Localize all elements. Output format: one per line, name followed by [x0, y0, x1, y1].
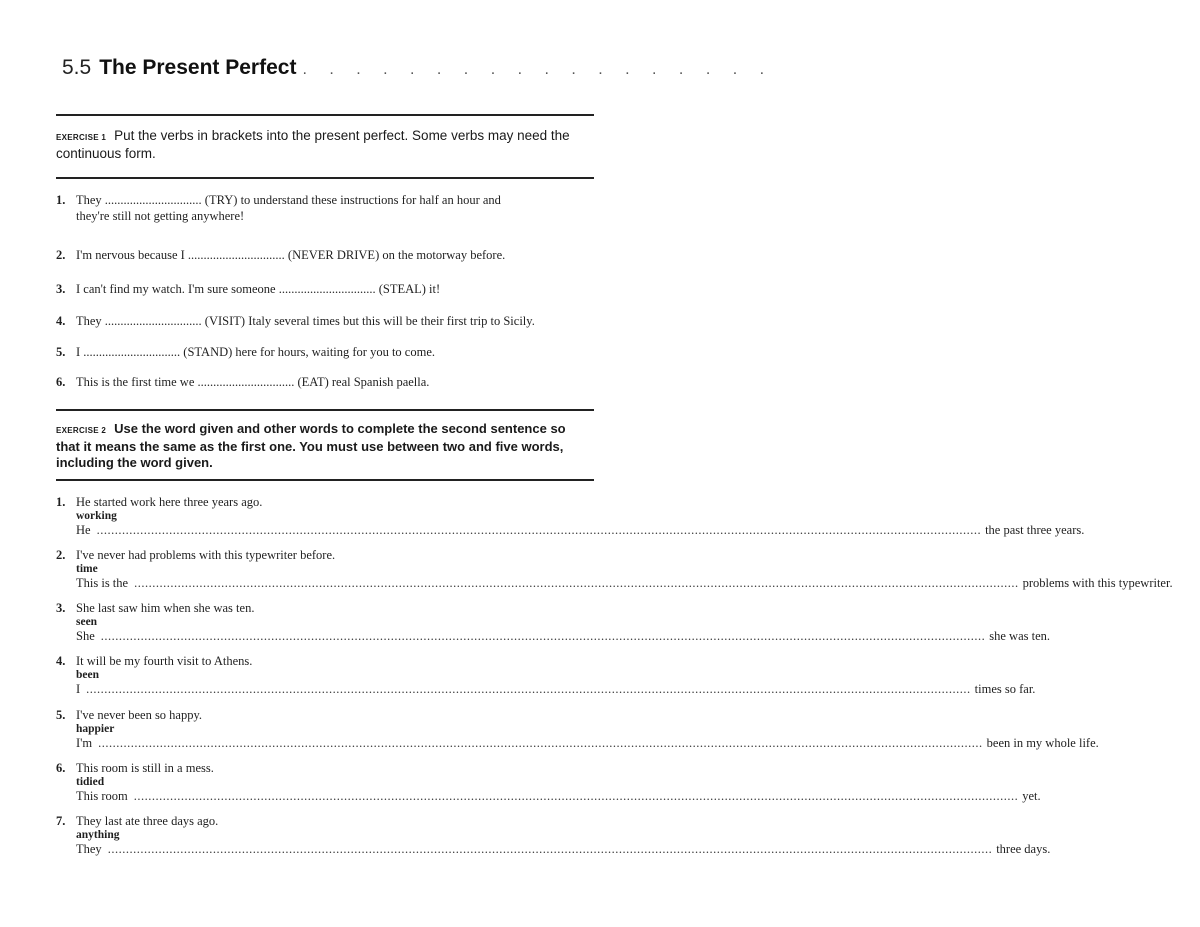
exercise-2-instruction: [56, 421, 586, 471]
item-number: 5.: [56, 345, 66, 359]
answer-lead: She: [76, 629, 95, 643]
answer-blank[interactable]: [108, 842, 993, 856]
answer-tail: been in my whole life.: [986, 736, 1099, 750]
exercise-1-item-2: [56, 247, 596, 263]
item-sentence: This room is still in a mess.: [76, 761, 214, 775]
title-leader-dots: . . . . . . . . . . . . . . . . . .: [302, 61, 774, 78]
item-number: 7.: [56, 814, 66, 828]
item-number: 6.: [56, 761, 66, 775]
item-text-continued: they're still not getting anywhere!: [76, 209, 245, 223]
exercise-2-item-3: [56, 601, 1050, 643]
exercise-1-item-3: [56, 281, 596, 297]
answer-line: [56, 576, 1173, 590]
answer-line: [56, 789, 1041, 803]
answer-lead: This room: [76, 789, 128, 803]
answer-lead: I: [76, 682, 81, 696]
answer-tail: times so far.: [974, 682, 1036, 696]
exercise-2-item-4: [56, 654, 1036, 696]
exercise-1-item-1: [56, 192, 596, 224]
exercise-2-label: EXERCISE 2: [56, 426, 107, 435]
answer-blank[interactable]: [86, 682, 971, 696]
answer-blank[interactable]: [134, 789, 1019, 803]
exercise-1-label: EXERCISE 1: [56, 133, 107, 142]
answer-line: [56, 682, 1036, 696]
item-number: 1.: [56, 495, 66, 509]
divider: [56, 114, 594, 116]
exercise-2-item-6: [56, 761, 1041, 803]
item-number: 5.: [56, 708, 66, 722]
item-number: 6.: [56, 375, 66, 389]
divider: [56, 479, 594, 481]
item-sentence: I've never had problems with this typewriter before.: [76, 548, 336, 562]
item-text: I can't find my watch. I'm sure someone ............................... (STEAL) it!: [76, 282, 441, 296]
item-keyword: seen: [76, 616, 98, 628]
exercise-2-item-7: [56, 814, 1051, 856]
item-sentence: He started work here three years ago.: [76, 495, 263, 509]
item-number: 4.: [56, 654, 66, 668]
exercise-2-item-1: [56, 495, 1085, 537]
item-number: 2.: [56, 548, 66, 562]
answer-tail: three days.: [996, 842, 1051, 856]
item-sentence: They last ate three days ago.: [76, 814, 219, 828]
item-text: They ............................... (VISIT) Italy several times but this will be their first trip to Sicily.: [76, 314, 535, 328]
exercise-1-instruction: [56, 128, 586, 162]
item-text: This is the first time we ............................... (EAT) real Spanish paella.: [76, 375, 430, 389]
answer-lead: They: [76, 842, 102, 856]
exercise-1-item-6: [56, 374, 596, 390]
section-header: [52, 56, 774, 88]
answer-tail: yet.: [1022, 789, 1041, 803]
item-sentence: She last saw him when she was ten.: [76, 601, 255, 615]
answer-lead: This is the: [76, 576, 129, 590]
answer-tail: she was ten.: [989, 629, 1050, 643]
item-number: 4.: [56, 314, 66, 328]
divider: [56, 409, 594, 411]
item-number: 3.: [56, 282, 66, 296]
answer-lead: I'm: [76, 736, 93, 750]
item-keyword: happier: [76, 723, 115, 735]
item-text: I'm nervous because I ............................... (NEVER DRIVE) on the motorway before.: [76, 248, 506, 262]
answer-line: [56, 842, 1051, 856]
answer-blank[interactable]: [98, 736, 983, 750]
answer-blank[interactable]: [134, 576, 1019, 590]
item-number: 1.: [56, 193, 66, 207]
answer-line: [56, 523, 1085, 537]
answer-blank[interactable]: [101, 629, 986, 643]
answer-blank[interactable]: [97, 523, 982, 537]
exercise-1-item-4: [56, 313, 596, 329]
exercise-2-item-5: [56, 708, 1099, 750]
item-keyword: time: [76, 563, 98, 575]
answer-line: [56, 629, 1050, 643]
answer-lead: He: [76, 523, 91, 537]
item-keyword: been: [76, 669, 99, 681]
answer-tail: the past three years.: [985, 523, 1085, 537]
exercise-2-item-2: [56, 548, 1173, 590]
section-number: 5.5: [62, 56, 92, 79]
item-sentence: It will be my fourth visit to Athens.: [76, 654, 253, 668]
answer-tail: problems with this typewriter.: [1022, 576, 1173, 590]
item-text: I ............................... (STAND) here for hours, waiting for you to come.: [76, 345, 436, 359]
divider: [56, 177, 594, 179]
item-number: 2.: [56, 248, 66, 262]
exercise-2-text: Use the word given and other words to complete the second sentence so that it means the same as the first one. You must use between two and five words, including the word given.: [56, 421, 566, 470]
item-keyword: anything: [76, 829, 120, 841]
item-sentence: I've never been so happy.: [76, 708, 203, 722]
section-title: The Present Perfect: [99, 56, 297, 79]
item-keyword: tidied: [76, 776, 105, 788]
item-text: They ............................... (TRY) to understand these instructions for half an hour and: [76, 193, 501, 207]
item-keyword: working: [76, 510, 117, 522]
item-number: 3.: [56, 601, 66, 615]
exercise-1-text: Put the verbs in brackets into the present perfect. Some verbs may need the continuous form.: [56, 128, 570, 161]
answer-line: [56, 736, 1099, 750]
exercise-1-item-5: [56, 344, 596, 360]
